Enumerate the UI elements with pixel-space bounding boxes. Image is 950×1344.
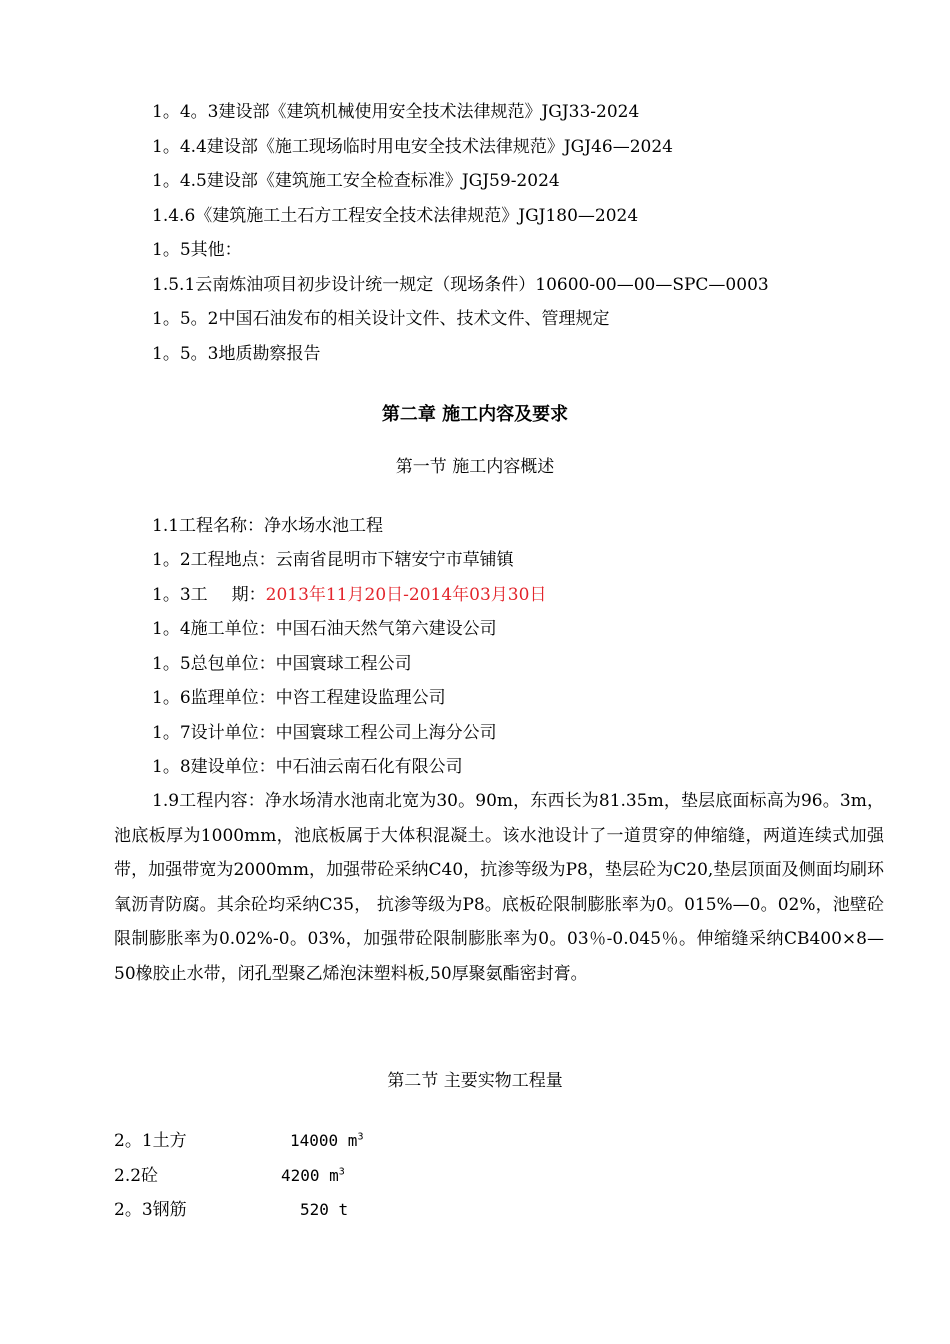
standard-item: 1。5。2中国石油发布的相关设计文件、技术文件、管理规定 — [152, 309, 610, 329]
standard-item: 1.5.1云南炼油项目初步设计统一规定（现场条件）10600-00—00—SPC—0003 — [152, 275, 769, 295]
section-title: 第一节 施工内容概述 — [395, 457, 555, 477]
project-name: 1.1工程名称：净水场水池工程 — [152, 516, 384, 536]
designer: 1。7设计单位：中国寰球工程公司上海分公司 — [152, 723, 497, 743]
quantity-label: 2.2砼 — [114, 1166, 159, 1186]
project-location: 1。2工程地点：云南省昆明市下辖安宁市草铺镇 — [152, 550, 514, 570]
period-label: 1。3工 — [152, 585, 208, 605]
quantity-label: 2。3钢筋 — [114, 1200, 187, 1220]
standard-item: 1。5。3地质勘察报告 — [152, 344, 321, 364]
section-title: 第二节 主要实物工程量 — [387, 1071, 563, 1091]
project-period — [152, 585, 546, 605]
project-content-paragraph: 1.9工程内容：净水场清水池南北宽为30。90m，东西长为81.35m，垫层底面标高为96。3m，池底板厚为1000mm，池底板属于大体积混凝土。该水池设计了一道贯穿的伸缩缝，两道连续式加强带，加强带宽为2000mm，加强带砼采纳C40，抗渗等级为P8，垫层砼为C20,垫层顶面及侧面均刷环氧沥青防腐。其余砼均采纳C35， 抗渗等级为P8。底板砼限制膨胀率为0。015%—0。02%，池壁砼限制膨胀率为0.02%-0。03%，加强带砼限制膨胀率为0。03％-0.045％。伸缩缝采纳CB400×8—50橡胶止水带，闭孔型聚乙烯泡沫塑料板,50厚聚氨酯密封膏。 — [114, 791, 884, 984]
standard-item: 1.4.6《建筑施工土石方工程安全技术法律规范》JGJ180—2024 — [152, 206, 639, 226]
period-value: 2013年11月20日-2014年03月30日 — [265, 585, 547, 605]
contractor: 1。4施工单位：中国石油天然气第六建设公司 — [152, 619, 497, 639]
standard-item: 1。4.5建设部《建筑施工安全检查标准》JGJ59-2024 — [152, 171, 560, 191]
quantity-value: 14000 $m^3$ — [290, 1131, 364, 1150]
standard-item: 1。4。3建设部《建筑机械使用安全技术法律规范》JGJ33-2024 — [152, 102, 640, 122]
standard-item: 1。4.4建设部《施工现场临时用电安全技术法律规范》JGJ46—2024 — [152, 137, 673, 157]
supervisor: 1。6监理单位：中咨工程建设监理公司 — [152, 688, 446, 708]
quantity-label: 2。1土方 — [114, 1131, 187, 1151]
quantity-value: 4200 $m^3$ — [281, 1166, 345, 1185]
general-contractor: 1。5总包单位：中国寰球工程公司 — [152, 654, 412, 674]
quantity-value: 520 t — [300, 1200, 349, 1219]
owner: 1。8建设单位：中石油云南石化有限公司 — [152, 757, 463, 777]
other-heading: 1。5其他： — [152, 240, 242, 260]
period-label-suffix: 期： — [231, 585, 266, 605]
chapter-title: 第二章 施工内容及要求 — [381, 404, 569, 425]
